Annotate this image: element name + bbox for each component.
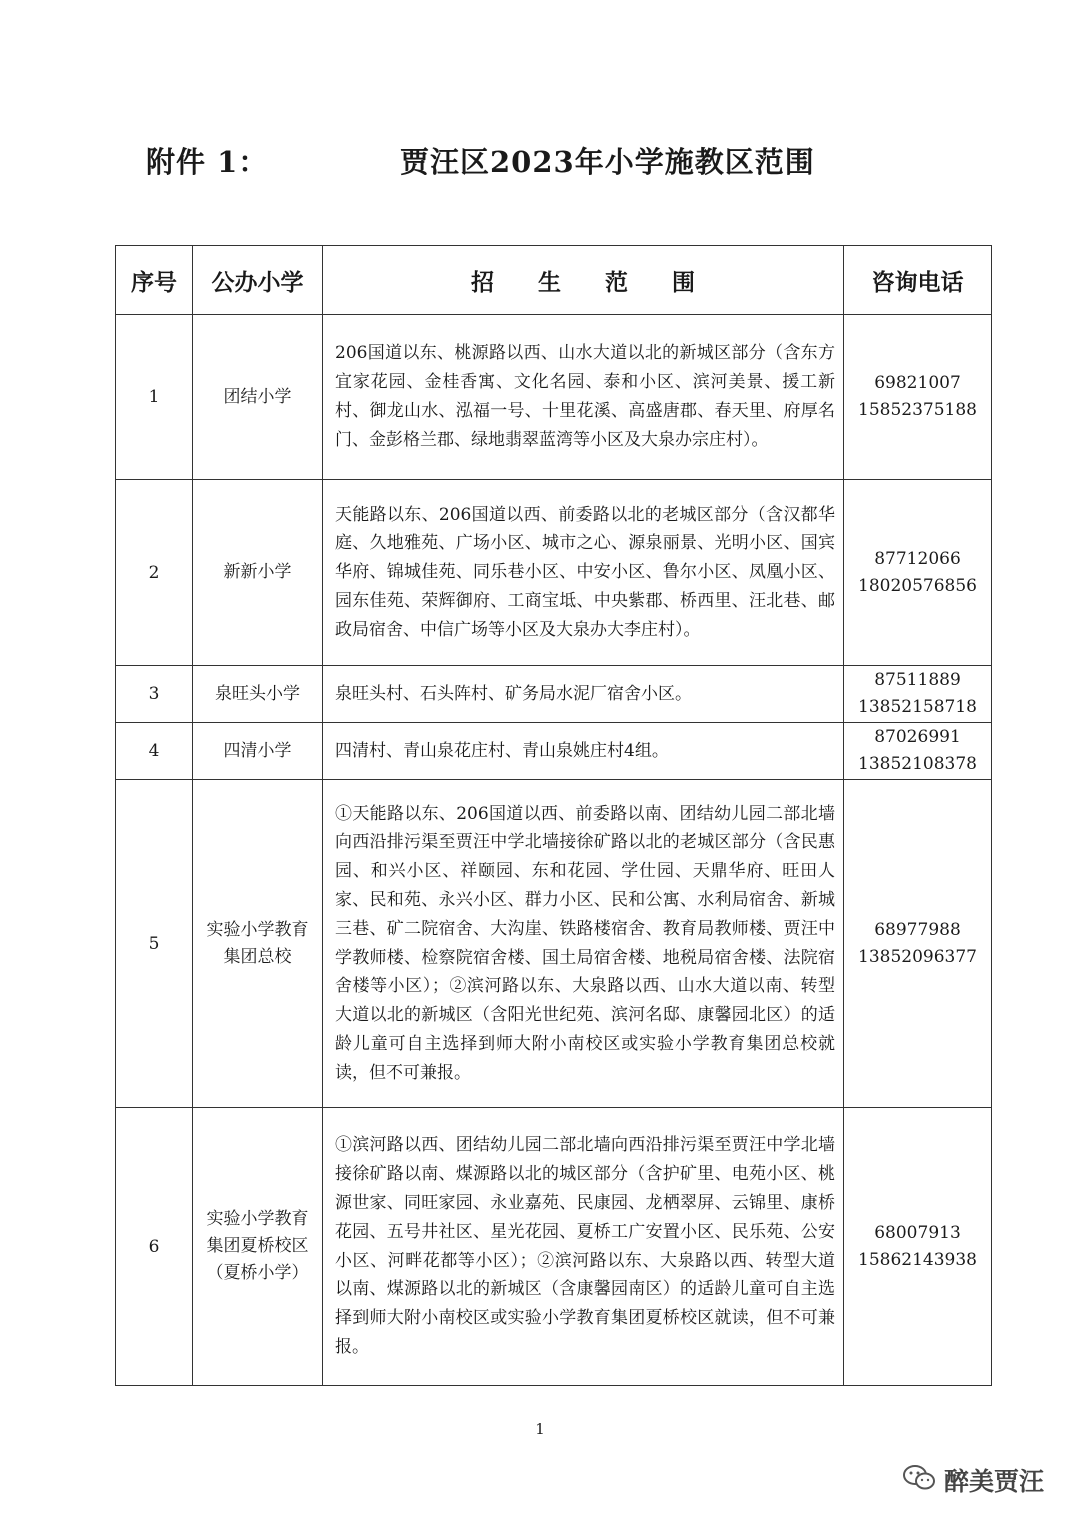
phone-landline: 68977988 bbox=[874, 919, 961, 940]
phone-mobile: 13852108378 bbox=[858, 754, 977, 774]
table-header-row bbox=[116, 246, 992, 315]
row-index: 5 bbox=[116, 780, 193, 1108]
school-name: 实验小学教育集团总校 bbox=[193, 780, 323, 1108]
phone-landline: 87026991 bbox=[874, 727, 961, 747]
row-index: 3 bbox=[116, 666, 193, 723]
phone-mobile: 15862143938 bbox=[858, 1249, 977, 1270]
row-index: 4 bbox=[116, 723, 193, 780]
page-number: 1 bbox=[535, 1420, 545, 1438]
header-phone: 咨询电话 bbox=[844, 246, 992, 315]
header-scope: 招生范围 bbox=[323, 246, 844, 315]
attachment-label: 附件 1： bbox=[146, 145, 269, 179]
consult-phone bbox=[844, 1108, 992, 1386]
document-heading bbox=[0, 140, 1080, 184]
consult-phone bbox=[844, 666, 992, 723]
enrollment-scope: 泉旺头村、石头阵村、矿务局水泥厂宿舍小区。 bbox=[323, 666, 844, 723]
school-name: 四清小学 bbox=[193, 723, 323, 780]
phone-landline: 68007913 bbox=[874, 1222, 961, 1243]
header-index: 序号 bbox=[116, 246, 193, 315]
watermark bbox=[902, 1462, 1044, 1498]
school-name: 泉旺头小学 bbox=[193, 666, 323, 723]
consult-phone bbox=[844, 480, 992, 666]
phone-landline: 69821007 bbox=[874, 373, 961, 393]
table-row bbox=[116, 480, 992, 666]
phone-landline: 87712066 bbox=[874, 548, 961, 569]
enrollment-scope-table bbox=[115, 245, 992, 1386]
consult-phone bbox=[844, 315, 992, 480]
table-row bbox=[116, 1108, 992, 1386]
table-row bbox=[116, 666, 992, 723]
table-row bbox=[116, 315, 992, 480]
document-title: 贾汪区2023年小学施教区范围 bbox=[400, 145, 815, 179]
consult-phone bbox=[844, 723, 992, 780]
enrollment-scope: 四清村、青山泉花庄村、青山泉姚庄村4组。 bbox=[323, 723, 844, 780]
header-school: 公办小学 bbox=[193, 246, 323, 315]
phone-mobile: 13852096377 bbox=[858, 946, 977, 967]
enrollment-scope: 206国道以东、桃源路以西、山水大道以北的新城区部分（含东方宜家花园、金桂香寓、文化名园、泰和小区、滨河美景、援工新村、御龙山水、泓福一号、十里花溪、高盛唐郡、春天里、府厚名门、金彭格兰郡、绿地翡翠蓝湾等小区及大泉办宗庄村）。 bbox=[323, 315, 844, 480]
wechat-icon bbox=[902, 1464, 936, 1496]
row-index: 6 bbox=[116, 1108, 193, 1386]
watermark-text: 醉美贾汪 bbox=[943, 1467, 1044, 1496]
enrollment-scope: ①滨河路以西、团结幼儿园二部北墙向西沿排污渠至贾汪中学北墙接徐矿路以南、煤源路以北的城区部分（含护矿里、电苑小区、桃源世家、同旺家园、永业嘉苑、民康园、龙栖翠屏、云锦里、康桥花园、五号井社区、星光花园、夏桥工广安置小区、民乐苑、公安小区、河畔花都等小区）；②滨河路以东、大泉路以西、转型大道以南、煤源路以北的新城区（含康馨园南区）的适龄儿童可自主选择到师大附小南校区或实验小学教育集团夏桥校区就读，但不可兼报。 bbox=[323, 1108, 844, 1386]
enrollment-scope: ①天能路以东、206国道以西、前委路以南、团结幼儿园二部北墙向西沿排污渠至贾汪中学北墙接徐矿路以北的老城区部分（含民惠园、和兴小区、祥颐园、东和花园、学仕园、天鼎华府、旺田人家、民和苑、永兴小区、群力小区、民和公寓、水利局宿舍、新城三巷、矿二院宿舍、大沟崖、铁路楼宿舍、教育局教师楼、贾汪中学教师楼、检察院宿舍楼、国土局宿舍楼、地税局宿舍楼、法院宿舍楼等小区）；②滨河路以东、大泉路以西、山水大道以南、转型大道以北的新城区（含阳光世纪苑、滨河名邸、康馨园北区）的适龄儿童可自主选择到师大附小南校区或实验小学教育集团总校就读，但不可兼报。 bbox=[323, 780, 844, 1108]
phone-mobile: 18020576856 bbox=[858, 575, 977, 596]
table-row bbox=[116, 723, 992, 780]
phone-mobile: 13852158718 bbox=[858, 697, 977, 717]
phone-mobile: 15852375188 bbox=[858, 400, 977, 420]
school-name: 实验小学教育集团夏桥校区（夏桥小学） bbox=[193, 1108, 323, 1386]
table-row bbox=[116, 780, 992, 1108]
enrollment-scope: 天能路以东、206国道以西、前委路以北的老城区部分（含汉都华庭、久地雅苑、广场小区、城市之心、源泉丽景、光明小区、国宾华府、锦城佳苑、同乐巷小区、中安小区、鲁尔小区、凤凰小区、园东佳苑、荣辉御府、工商宝坻、中央紫郡、桥西里、汪北巷、邮政局宿舍、中信广场等小区及大泉办大李庄村）。 bbox=[323, 480, 844, 666]
school-name: 新新小学 bbox=[193, 480, 323, 666]
school-name: 团结小学 bbox=[193, 315, 323, 480]
row-index: 1 bbox=[116, 315, 193, 480]
row-index: 2 bbox=[116, 480, 193, 666]
phone-landline: 87511889 bbox=[874, 670, 961, 690]
consult-phone bbox=[844, 780, 992, 1108]
